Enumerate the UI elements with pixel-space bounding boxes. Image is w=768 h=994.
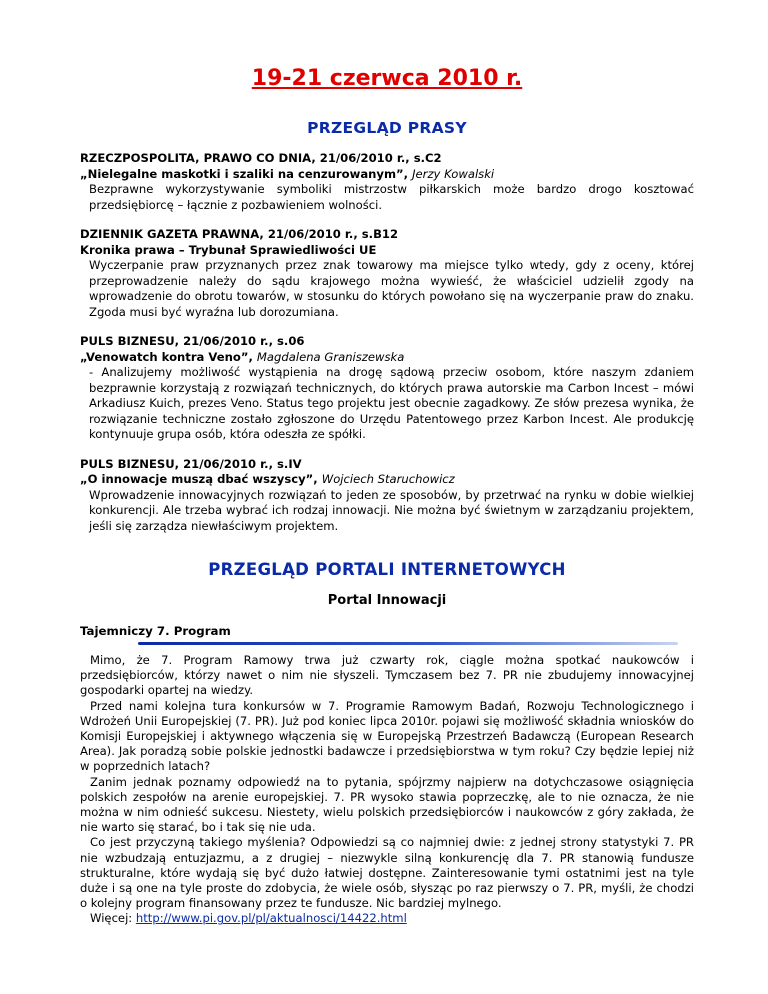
press-articles (80, 151, 694, 534)
article-headline-line (80, 350, 694, 366)
portal-article-title: Tajemniczy 7. Program (80, 624, 231, 638)
article-1 (80, 151, 694, 213)
headline-separator: , (313, 472, 322, 486)
date-title: 19-21 czerwca 2010 r. (251, 66, 523, 91)
article-3 (80, 334, 694, 443)
article-body: Wyczerpanie praw przyznanych przez znak towarowy ma miejsce tylko wtedy, gdy z oceny, której przeprowadzenie należy do sądu krajowego można wywieść, że właściciel udzielił zgody na wprowadzenie do obrotu towarów, w stosunku do których powołano się na wyczerpanie praw do znaku. Zgoda musi być wyraźna lub dorozumiana. (89, 258, 694, 319)
article-source: PULS BIZNESU, 21/06/2010 r., s.06 (80, 334, 305, 348)
article-headline: „Nielegalne maskotki i szaliki na cenzurowanym” (80, 166, 404, 181)
article-headline: „O innowacje muszą dbać wszyscy” (80, 472, 314, 486)
portal-article-body (80, 653, 694, 927)
press-section-title: PRZEGLĄD PRASY (307, 119, 467, 137)
portal-name: Portal Innowacji (327, 593, 447, 608)
headline-separator: , (403, 166, 413, 181)
portal-paragraph: Przed nami kolejna tura konkursów w 7. Programie Ramowym Badań, Rozwoju Technologicznego i Wdrożeń Unii Europejskiej (7. PR). Już pod koniec lipca 2010r. pojawi się możliwość składnia wniosków do Komisji Europejskiej i aktywnego włączenia się w Europejską Przestrzeń Badawczą (European Research Area). Jak poradzą sobie polskie jednostki badawcze i przedsiębiorstwa w tym roku? Czy będzie lepiej niż w poprzednich latach? (80, 698, 694, 774)
article-body: Bezprawne wykorzystywanie symboliki mistrzostw piłkarskich może bardzo drogo kosztować przedsiębiorcę – łącznie z pozbawieniem wolności. (89, 182, 694, 212)
article-headline-line (80, 472, 694, 488)
portal-paragraph: Zanim jednak poznamy odpowiedź na to pytania, spójrzmy najpierw na dotychczasowe osiągnięcia polskich zespołów na arenie europejskiej. 7. PR wysoko stawia poprzeczkę, ale to nie oznacza, że nie można w nim odnieść sukcesu. Niestety, wielu polskich przedsiębiorców i naukowców z góry zakłada, że nie warto się starać, bo i tak się nie uda. (80, 774, 694, 835)
article-author: Jerzy Kowalski (412, 166, 495, 181)
more-line (80, 911, 694, 926)
article-author: Wojciech Staruchowicz (321, 472, 455, 486)
headline-separator: , (248, 349, 257, 364)
article-source: RZECZPOSPOLITA, PRAWO CO DNIA, 21/06/2010 r., s.C2 (80, 151, 442, 165)
article-headline: „Venowatch kontra Veno” (80, 349, 249, 364)
article-headline: Kronika prawa – Trybunał Sprawiedliwości UE (80, 242, 377, 257)
portal-paragraph: Co jest przyczyną takiego myślenia? Odpowiedzi są co najmniej dwie: z jednej strony statystyki 7. PR nie wzbudzają entuzjazmu, a z drugiej – niezwykle silną konkurencję dla 7. PR stanowią fundusze strukturalne, które wydają się być dużo łatwiej dostępne. Zainteresowanie tymi ostatnimi jest na tyle duże i są one na tyle proste do zdobycia, że wiele osób, słysząc po raz pierwszy o 7. PR, myśli, że chodzi o kolejny program finansowany przez te fundusze. Nic bardziej mylnego. (80, 835, 694, 911)
article-headline-line (80, 167, 694, 183)
article-2 (80, 227, 694, 320)
title-divider (138, 642, 678, 645)
article-source: DZIENNIK GAZETA PRAWNA, 21/06/2010 r., s.B12 (80, 227, 399, 241)
article-source: PULS BIZNESU, 21/06/2010 r., s.IV (80, 456, 302, 471)
portals-section-title: PRZEGLĄD PORTALI INTERNETOWYCH (208, 560, 566, 579)
article-headline-line (80, 243, 694, 259)
document-page (80, 66, 694, 927)
more-link[interactable]: http://www.pi.gov.pl/pl/aktualnosci/14422.html (135, 911, 407, 926)
article-body: - Analizujemy możliwość wystąpienia na drogę sądową przeciw osobom, które naszym zdaniem bezprawnie korzystają z rozwiązań technicznych, do których prawa autorskie ma Carbon Incest – mówi Arkadiusz Kuich, prezes Veno. Status tego projektu jest obecnie zagadkowy. Ze słów prezesa wynika, że rozwiązanie techniczne zostało zgłoszone do Urzędu Patentowego przez Karbon Incest. Ale produkcję kontynuuje grupa osób, która odeszła ze spółki. (89, 365, 694, 441)
article-body: Wprowadzenie innowacyjnych rozwiązań to jeden ze sposobów, by przetrwać na rynku w dobie wielkiej konkurencji. Ale trzeba wybrać ich rodzaj innowacji. Nie można być świetnym w zarządzaniu projektem, jeśli się zarządza niewłaściwym projektem. (89, 487, 694, 533)
more-label: Więcej: (90, 911, 136, 926)
article-author: Magdalena Graniszewska (256, 349, 405, 364)
portal-paragraph: Mimo, że 7. Program Ramowy trwa już czwarty rok, ciągle można spotkać naukowców i przedsiębiorców, którzy nawet o nim nie słyszeli. Tymczasem bez 7. PR nie zbudujemy innowacyjnej gospodarki opartej na wiedzy. (80, 653, 694, 698)
article-4 (80, 457, 694, 535)
